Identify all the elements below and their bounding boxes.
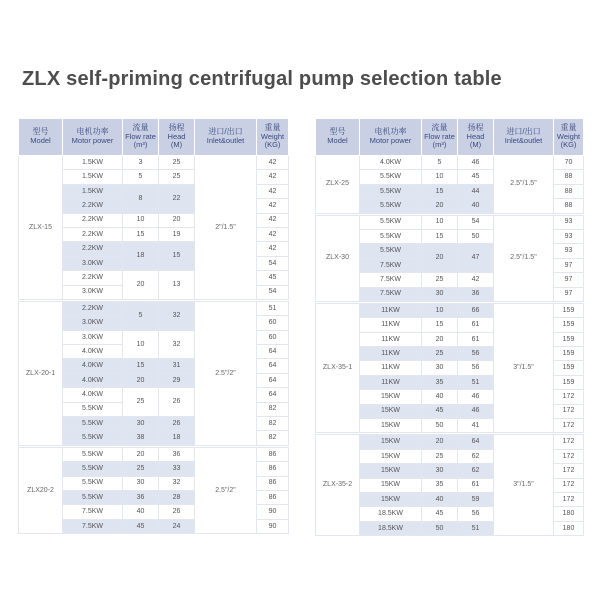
weight-cell: 93 <box>554 244 584 258</box>
table-row <box>316 435 584 449</box>
weight-cell: 88 <box>554 199 584 213</box>
weight-cell: 97 <box>554 287 584 301</box>
flow-rate-cell: 10 <box>123 330 159 359</box>
weight-cell: 172 <box>554 435 584 449</box>
model-cell: ZLX-15 <box>19 156 63 300</box>
motor-power-cell: 3.0KW <box>63 316 123 330</box>
table-header-row <box>316 119 584 156</box>
head-cell: 32 <box>159 476 195 490</box>
weight-cell: 86 <box>257 476 289 490</box>
weight-cell: 159 <box>554 361 584 375</box>
weight-cell: 82 <box>257 431 289 445</box>
header-flow-rate: 流量 Flow rate (m³) <box>422 119 458 156</box>
motor-power-cell: 5.5KW <box>360 229 422 243</box>
flow-rate-cell: 5 <box>422 156 458 170</box>
head-cell: 19 <box>159 227 195 241</box>
head-cell: 24 <box>159 519 195 533</box>
flow-rate-cell: 10 <box>422 303 458 317</box>
flow-rate-cell: 40 <box>123 505 159 519</box>
motor-power-cell: 15KW <box>360 478 422 492</box>
motor-power-cell: 11KW <box>360 303 422 317</box>
header-weight: 重量 Weight (KG) <box>554 119 584 156</box>
motor-power-cell: 11KW <box>360 347 422 361</box>
head-cell: 36 <box>159 447 195 461</box>
head-cell: 61 <box>458 318 494 332</box>
table-row <box>316 303 584 317</box>
flow-rate-cell: 20 <box>422 332 458 346</box>
flow-rate-cell: 30 <box>422 464 458 478</box>
flow-rate-cell: 10 <box>422 170 458 184</box>
head-cell: 46 <box>458 404 494 418</box>
weight-cell: 180 <box>554 507 584 521</box>
motor-power-cell: 11KW <box>360 375 422 389</box>
motor-power-cell: 7.5KW <box>63 519 123 533</box>
flow-rate-cell: 35 <box>422 478 458 492</box>
motor-power-cell: 5.5KW <box>360 244 422 258</box>
motor-power-cell: 15KW <box>360 449 422 463</box>
inlet-outlet-cell: 2.5"/2" <box>195 447 257 533</box>
weight-cell: 86 <box>257 462 289 476</box>
inlet-outlet-cell: 3"/1.5" <box>494 303 554 433</box>
weight-cell: 64 <box>257 359 289 373</box>
motor-power-cell: 5.5KW <box>360 215 422 229</box>
motor-power-cell: 3.0KW <box>63 285 123 299</box>
motor-power-cell: 5.5KW <box>63 431 123 445</box>
flow-rate-cell: 10 <box>123 213 159 227</box>
flow-rate-cell: 20 <box>422 199 458 213</box>
head-cell: 15 <box>159 242 195 271</box>
model-cell: ZLX-35-2 <box>316 435 360 536</box>
weight-cell: 64 <box>257 388 289 402</box>
weight-cell: 42 <box>257 170 289 184</box>
flow-rate-cell: 25 <box>422 347 458 361</box>
motor-power-cell: 3.0KW <box>63 330 123 344</box>
header-flow-rate: 流量 Flow rate (m³) <box>123 119 159 156</box>
weight-cell: 82 <box>257 402 289 416</box>
head-cell: 42 <box>458 273 494 287</box>
flow-rate-cell: 20 <box>422 244 458 273</box>
motor-power-cell: 2.2KW <box>63 227 123 241</box>
motor-power-cell: 2.2KW <box>63 242 123 256</box>
flow-rate-cell: 8 <box>123 184 159 213</box>
inlet-outlet-cell: 2"/1.5" <box>195 156 257 300</box>
weight-cell: 60 <box>257 316 289 330</box>
motor-power-cell: 7.5KW <box>360 273 422 287</box>
head-cell: 26 <box>159 505 195 519</box>
header-model: 型号 Model <box>19 119 63 156</box>
table-row <box>19 301 289 315</box>
head-cell: 44 <box>458 184 494 198</box>
flow-rate-cell: 30 <box>123 476 159 490</box>
motor-power-cell: 1.5KW <box>63 156 123 170</box>
table-row <box>316 156 584 170</box>
flow-rate-cell: 20 <box>123 447 159 461</box>
table-row <box>316 215 584 229</box>
head-cell: 62 <box>458 464 494 478</box>
motor-power-cell: 11KW <box>360 361 422 375</box>
head-cell: 25 <box>159 156 195 170</box>
weight-cell: 86 <box>257 490 289 504</box>
flow-rate-cell: 50 <box>422 521 458 535</box>
motor-power-cell: 5.5KW <box>360 170 422 184</box>
motor-power-cell: 7.5KW <box>360 287 422 301</box>
weight-cell: 172 <box>554 419 584 433</box>
head-cell: 61 <box>458 478 494 492</box>
flow-rate-cell: 3 <box>123 156 159 170</box>
flow-rate-cell: 45 <box>422 404 458 418</box>
head-cell: 18 <box>159 431 195 445</box>
head-cell: 22 <box>159 184 195 213</box>
weight-cell: 64 <box>257 345 289 359</box>
head-cell: 32 <box>159 330 195 359</box>
head-cell: 51 <box>458 375 494 389</box>
motor-power-cell: 5.5KW <box>63 476 123 490</box>
flow-rate-cell: 25 <box>123 462 159 476</box>
motor-power-cell: 4.0KW <box>63 359 123 373</box>
flow-rate-cell: 15 <box>422 184 458 198</box>
inlet-outlet-cell: 2.5"/1.5" <box>494 215 554 301</box>
selection-table-left <box>18 118 289 534</box>
weight-cell: 60 <box>257 330 289 344</box>
weight-cell: 172 <box>554 464 584 478</box>
flow-rate-cell: 20 <box>123 373 159 387</box>
model-cell: ZLX-35-1 <box>316 303 360 433</box>
weight-cell: 159 <box>554 332 584 346</box>
motor-power-cell: 4.0KW <box>63 345 123 359</box>
head-cell: 64 <box>458 435 494 449</box>
motor-power-cell: 3.0KW <box>63 256 123 270</box>
header-head: 扬程 Head (M) <box>159 119 195 156</box>
motor-power-cell: 1.5KW <box>63 184 123 198</box>
weight-cell: 70 <box>554 156 584 170</box>
weight-cell: 93 <box>554 229 584 243</box>
selection-table-right <box>315 118 584 536</box>
weight-cell: 172 <box>554 478 584 492</box>
head-cell: 46 <box>458 390 494 404</box>
motor-power-cell: 5.5KW <box>360 199 422 213</box>
flow-rate-cell: 30 <box>123 417 159 431</box>
header-inlet-outlet: 进口/出口 Inlet&outlet <box>195 119 257 156</box>
weight-cell: 82 <box>257 417 289 431</box>
weight-cell: 159 <box>554 303 584 317</box>
weight-cell: 54 <box>257 285 289 299</box>
flow-rate-cell: 20 <box>123 271 159 300</box>
weight-cell: 159 <box>554 318 584 332</box>
weight-cell: 51 <box>257 301 289 315</box>
motor-power-cell: 5.5KW <box>63 402 123 416</box>
motor-power-cell: 5.5KW <box>63 490 123 504</box>
table-header-row <box>19 119 289 156</box>
motor-power-cell: 2.2KW <box>63 213 123 227</box>
motor-power-cell: 15KW <box>360 404 422 418</box>
flow-rate-cell: 25 <box>422 273 458 287</box>
head-cell: 54 <box>458 215 494 229</box>
head-cell: 31 <box>159 359 195 373</box>
header-model: 型号 Model <box>316 119 360 156</box>
motor-power-cell: 2.2KW <box>63 199 123 213</box>
weight-cell: 90 <box>257 519 289 533</box>
model-cell: ZLX-20-1 <box>19 301 63 445</box>
inlet-outlet-cell: 3"/1.5" <box>494 435 554 536</box>
weight-cell: 97 <box>554 273 584 287</box>
head-cell: 29 <box>159 373 195 387</box>
head-cell: 26 <box>159 388 195 417</box>
weight-cell: 88 <box>554 184 584 198</box>
header-motor-power: 电机功率 Motor power <box>360 119 422 156</box>
weight-cell: 172 <box>554 492 584 506</box>
weight-cell: 64 <box>257 373 289 387</box>
motor-power-cell: 4.0KW <box>63 388 123 402</box>
weight-cell: 172 <box>554 404 584 418</box>
page-title: ZLX self-priming centrifugal pump selection table <box>22 68 502 90</box>
flow-rate-cell: 45 <box>422 507 458 521</box>
motor-power-cell: 4.0KW <box>360 156 422 170</box>
weight-cell: 172 <box>554 390 584 404</box>
flow-rate-cell: 30 <box>422 361 458 375</box>
header-weight: 重量 Weight (KG) <box>257 119 289 156</box>
flow-rate-cell: 45 <box>123 519 159 533</box>
motor-power-cell: 15KW <box>360 419 422 433</box>
head-cell: 61 <box>458 332 494 346</box>
head-cell: 28 <box>159 490 195 504</box>
table-row <box>19 156 289 170</box>
table-row <box>19 447 289 461</box>
flow-rate-cell: 5 <box>123 301 159 330</box>
flow-rate-cell: 18 <box>123 242 159 271</box>
flow-rate-cell: 10 <box>422 215 458 229</box>
motor-power-cell: 2.2KW <box>63 271 123 285</box>
motor-power-cell: 18.5KW <box>360 507 422 521</box>
weight-cell: 54 <box>257 256 289 270</box>
motor-power-cell: 7.5KW <box>360 258 422 272</box>
header-head: 扬程 Head (M) <box>458 119 494 156</box>
weight-cell: 88 <box>554 170 584 184</box>
flow-rate-cell: 40 <box>422 492 458 506</box>
weight-cell: 93 <box>554 215 584 229</box>
model-cell: ZLX-25 <box>316 156 360 214</box>
flow-rate-cell: 35 <box>422 375 458 389</box>
head-cell: 20 <box>159 213 195 227</box>
head-cell: 56 <box>458 361 494 375</box>
flow-rate-cell: 38 <box>123 431 159 445</box>
head-cell: 56 <box>458 507 494 521</box>
flow-rate-cell: 30 <box>422 287 458 301</box>
weight-cell: 180 <box>554 521 584 535</box>
header-motor-power: 电机功率 Motor power <box>63 119 123 156</box>
weight-cell: 42 <box>257 227 289 241</box>
weight-cell: 42 <box>257 156 289 170</box>
head-cell: 25 <box>159 170 195 184</box>
motor-power-cell: 15KW <box>360 435 422 449</box>
weight-cell: 90 <box>257 505 289 519</box>
flow-rate-cell: 15 <box>422 229 458 243</box>
weight-cell: 45 <box>257 271 289 285</box>
weight-cell: 159 <box>554 375 584 389</box>
head-cell: 45 <box>458 170 494 184</box>
flow-rate-cell: 20 <box>422 435 458 449</box>
flow-rate-cell: 15 <box>422 318 458 332</box>
flow-rate-cell: 15 <box>123 227 159 241</box>
flow-rate-cell: 25 <box>422 449 458 463</box>
motor-power-cell: 5.5KW <box>63 447 123 461</box>
model-cell: ZLX20-2 <box>19 447 63 533</box>
head-cell: 26 <box>159 417 195 431</box>
motor-power-cell: 15KW <box>360 464 422 478</box>
inlet-outlet-cell: 2.5"/2" <box>195 301 257 445</box>
motor-power-cell: 2.2KW <box>63 301 123 315</box>
weight-cell: 97 <box>554 258 584 272</box>
weight-cell: 42 <box>257 184 289 198</box>
head-cell: 36 <box>458 287 494 301</box>
head-cell: 41 <box>458 419 494 433</box>
motor-power-cell: 5.5KW <box>360 184 422 198</box>
motor-power-cell: 11KW <box>360 332 422 346</box>
head-cell: 59 <box>458 492 494 506</box>
head-cell: 32 <box>159 301 195 330</box>
weight-cell: 42 <box>257 199 289 213</box>
flow-rate-cell: 36 <box>123 490 159 504</box>
motor-power-cell: 15KW <box>360 390 422 404</box>
motor-power-cell: 7.5KW <box>63 505 123 519</box>
weight-cell: 172 <box>554 449 584 463</box>
head-cell: 56 <box>458 347 494 361</box>
flow-rate-cell: 5 <box>123 170 159 184</box>
weight-cell: 159 <box>554 347 584 361</box>
head-cell: 40 <box>458 199 494 213</box>
motor-power-cell: 11KW <box>360 318 422 332</box>
header-inlet-outlet: 进口/出口 Inlet&outlet <box>494 119 554 156</box>
weight-cell: 42 <box>257 242 289 256</box>
inlet-outlet-cell: 2.5"/1.5" <box>494 156 554 214</box>
head-cell: 62 <box>458 449 494 463</box>
head-cell: 13 <box>159 271 195 300</box>
model-cell: ZLX-30 <box>316 215 360 301</box>
motor-power-cell: 15KW <box>360 492 422 506</box>
motor-power-cell: 5.5KW <box>63 462 123 476</box>
head-cell: 66 <box>458 303 494 317</box>
head-cell: 50 <box>458 229 494 243</box>
head-cell: 51 <box>458 521 494 535</box>
head-cell: 47 <box>458 244 494 273</box>
motor-power-cell: 5.5KW <box>63 417 123 431</box>
flow-rate-cell: 50 <box>422 419 458 433</box>
flow-rate-cell: 25 <box>123 388 159 417</box>
weight-cell: 86 <box>257 447 289 461</box>
head-cell: 33 <box>159 462 195 476</box>
motor-power-cell: 18.5KW <box>360 521 422 535</box>
flow-rate-cell: 15 <box>123 359 159 373</box>
flow-rate-cell: 40 <box>422 390 458 404</box>
motor-power-cell: 1.5KW <box>63 170 123 184</box>
weight-cell: 42 <box>257 213 289 227</box>
motor-power-cell: 4.0KW <box>63 373 123 387</box>
head-cell: 46 <box>458 156 494 170</box>
